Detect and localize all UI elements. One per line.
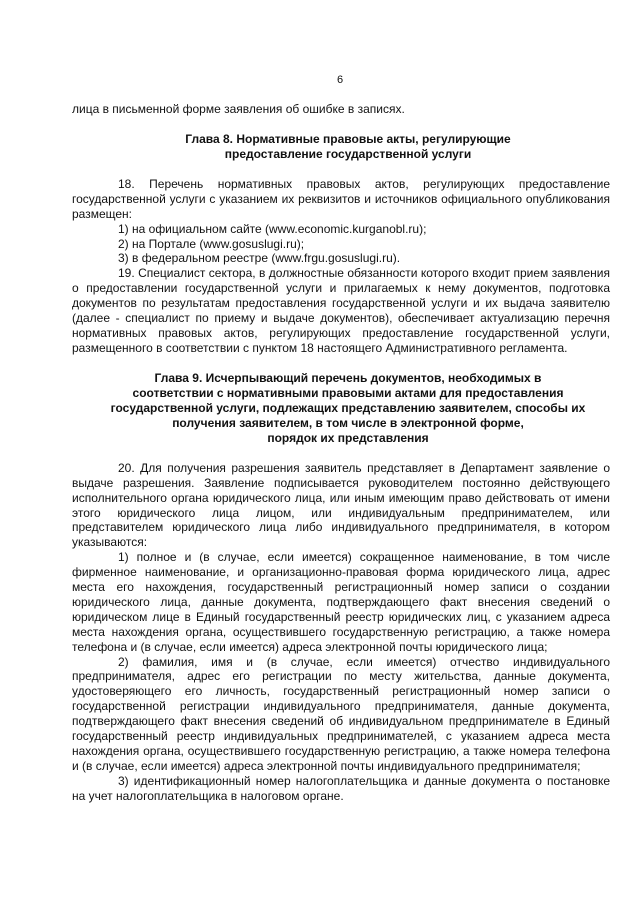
chapter9-title-line5: порядок их представления (267, 430, 429, 445)
paragraph-19: 19. Специалист сектора, в должностные обязанности которого входит прием заявления о предоставлении государственной услуги и прилагаемых к нему документов, подготовка документов по результатам предоставления государственной услуги и их выдача заявителю (далее - специалист по приему и выдаче документов), обеспечивает актуализацию перечня нормативных правовых актов, регулирующих предоставление государственной услуги, размещенного в соответствии с пунктом 18 настоящего Административного регламента. (72, 266, 610, 355)
list-item-site: 1) на официальном сайте (www.economic.kurganobl.ru); (118, 221, 427, 236)
chapter9-title-line4: получения заявителем, в том числе в электронной форме, (172, 415, 524, 430)
paragraph-20: 20. Для получения разрешения заявитель представляет в Департамент заявление о выдаче разрешения. Заявление подписывается руководителем постоянно действующего исполнительного органа юридического лица, или иным имеющим право действовать от имени этого юридического лица лицом, или индивидуальным предпринимателем, или представителем юридического лица либо индивидуального предпринимателя, в котором указываются: (72, 460, 610, 550)
chapter9-title-line1: Глава 9. Исчерпывающий перечень документов, необходимых в (154, 370, 542, 385)
sub-item-1: 1) полное и (в случае, если имеется) сокращенное наименование, в том числе фирменное наименование, и организационно-правовая форма юридического лица, адрес места его нахождения, государственный регистрационный номер записи о создании юридического лица, данные документа, подтверждающего факт внесения сведений о юридическом лице в Единый государственный реестр юридических лиц, с указанием адреса места нахождения органа, осуществившего государственную регистрацию, а также номера телефона и (в случае, если имеется) адреса электронной почты юридического лица; (72, 550, 610, 654)
sub-item-3: 3) идентификационный номер налогоплательщика и данные документа о постановке на учет налогоплательщика в налоговом органе. (72, 773, 610, 803)
chapter9-title-line3: государственной услуги, подлежащих представлению заявителем, способы их (110, 400, 586, 415)
chapter9-title (72, 371, 610, 446)
document-body (72, 102, 610, 804)
list-item-registry: 3) в федеральном реестре (www.frgu.gosuslugi.ru). (118, 251, 401, 266)
chapter9-title-line2: соответствии с нормативными правовыми актами для предоставления (132, 385, 564, 400)
chapter8-title-line1: Глава 8. Нормативные правовые акты, регулирующие (185, 131, 511, 146)
intro-line: лица в письменной форме заявления об ошибке в записях. (72, 102, 405, 116)
sub-item-2: 2) фамилия, имя и (в случае, если имеется) отчество индивидуального предпринимателя, адрес его регистрации по месту жительства, данные документа, удостоверяющего его личность, государственный регистрационный номер записи о государственной регистрации индивидуального предпринимателя, данные документа, подтверждающего факт внесения сведений об индивидуальном предпринимателе в Единый государственный реестр индивидуальных предпринимателей, с указанием адреса места нахождения органа, осуществившего государственную регистрацию, а также номера телефона и (в случае, если имеется) адреса электронной почты индивидуального предпринимателя; (72, 654, 610, 773)
paragraph-18: 18. Перечень нормативных правовых актов, регулирующих предоставление государственной услуги с указанием их реквизитов и источников официального опубликования размещен: (72, 176, 610, 221)
list-item-portal: 2) на Портале (www.gosuslugi.ru); (118, 236, 305, 251)
page-number: 6 (336, 74, 344, 86)
chapter8-title-line2: предоставление государственной услуги (224, 146, 472, 161)
chapter8-title (72, 132, 610, 162)
